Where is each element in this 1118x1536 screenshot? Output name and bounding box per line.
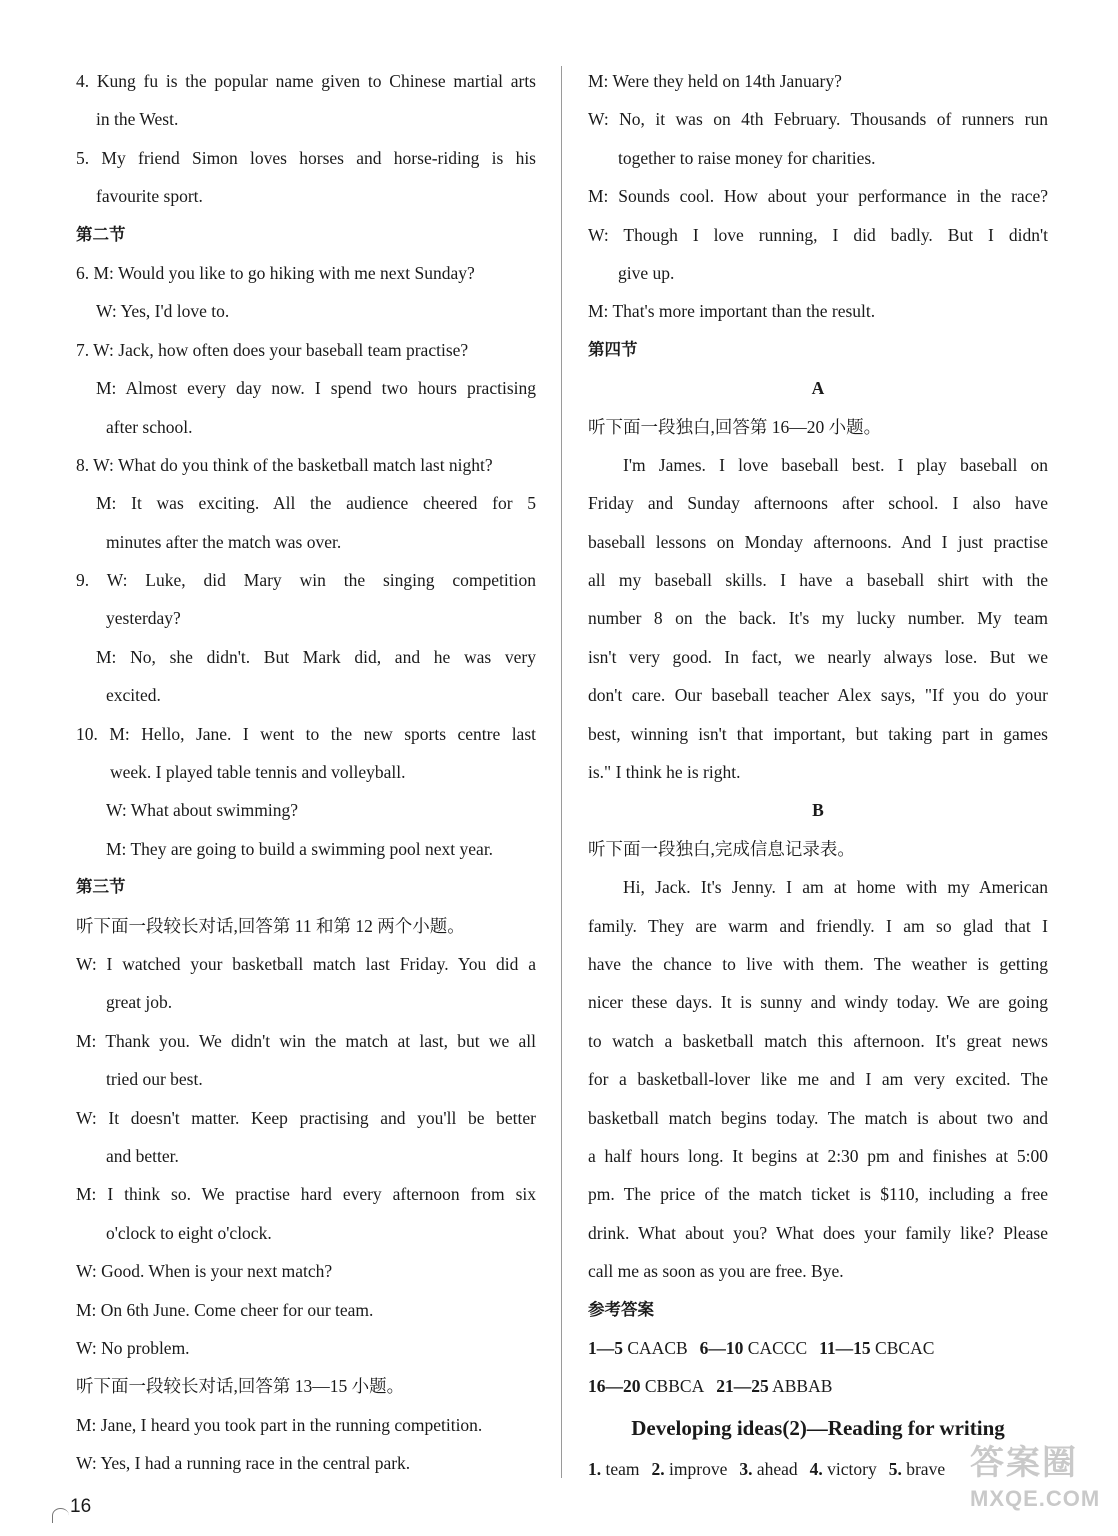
left-line: M: On 6th June. Come cheer for our team. [76,1299,374,1320]
answer-group [819,1338,934,1358]
vocab-item [889,1459,945,1479]
vocab-number: 2. [651,1458,665,1479]
answer-group [716,1376,832,1396]
left-line: yesterday? [106,608,181,629]
answer-letters: CBCAC [875,1337,935,1358]
right-line: have the chance to live with them. The weather is getting [588,953,1048,974]
left-line: excited. [106,685,161,706]
watermark-logo: 答案圈 [970,1444,1078,1482]
right-line: 参考答案 [588,1300,654,1319]
right-line: call me as soon as you are free. Bye. [588,1261,844,1282]
left-line: W: Yes, I had a running race in the central park. [76,1453,411,1474]
left-line: M: They are going to build a swimming pool next year. [106,838,494,859]
left-line: M: Thank you. We didn't win the match at last, but we all [76,1030,536,1051]
answer-range: 11—15 [819,1337,871,1358]
left-line: 7. W: Jack, how often does your baseball team practise? [76,339,469,360]
answer-range: 21—25 [716,1376,769,1397]
right-line: drink. What about you? What does your family like? Please [588,1222,1048,1243]
vocab-number: 5. [888,1458,902,1479]
left-line: week. I played table tennis and volleyball. [110,762,406,783]
left-line: 听下面一段较长对话,回答第 11 和第 12 两个小题。 [76,915,465,936]
right-line: number 8 on the back. It's my lucky number. My team [588,608,1048,629]
right-line: M: Sounds cool. How about your performance in the race? [588,186,1048,207]
vocab-number: 4. [809,1458,823,1479]
vocab-word: brave [906,1458,946,1479]
watermark-url: MXQE.COM [970,1486,1101,1511]
right-line: together to raise money for charities. [618,147,876,168]
answer-letters: ABBAB [772,1376,833,1397]
right-line: best, winning isn't that important, but taking part in games [588,723,1048,744]
answer-letters: CBBCA [644,1376,705,1397]
right-column-text [588,62,1048,1329]
vocab-item [739,1459,797,1479]
vocab-item [810,1459,877,1479]
column-divider [561,66,562,1478]
right-line: for a basketball-lover like me and I am very excited. The [588,1069,1048,1090]
right-line: nicer these days. It is sunny and windy today. We are going [588,992,1048,1013]
vocab-item [588,1459,640,1479]
section-title: Developing ideas(2)—Reading for writing [631,1415,1005,1440]
vocab-word: victory [827,1458,877,1479]
page-number: 16 [70,1496,92,1517]
answer-range: 1—5 [588,1337,623,1358]
answer-range: 16—20 [588,1376,641,1397]
right-line: isn't very good. In fact, we nearly always lose. But we [588,646,1048,667]
vocab-number: 1. [588,1458,602,1479]
right-line: M: Were they held on 14th January? [588,71,842,91]
left-line: 9. W: Luke, did Mary win the singing competition [76,570,536,591]
answer-group [588,1338,688,1358]
left-line: 10. M: Hello, Jane. I went to the new sports centre last [76,723,536,744]
left-line: o'clock to eight o'clock. [106,1222,272,1243]
right-line: to watch a basketball match this afternoon. It's great news [588,1030,1048,1051]
left-line: M: No, she didn't. But Mark did, and he was very [96,646,536,667]
answer-group [588,1376,704,1396]
right-line: B [812,800,824,821]
left-line: W: I watched your basketball match last Friday. You did a [76,953,536,974]
left-line: 6. M: Would you like to go hiking with me next Sunday? [76,262,475,283]
left-line: W: Yes, I'd love to. [96,301,230,322]
left-line: M: Jane, I heard you took part in the running competition. [76,1414,483,1435]
left-line: tried our best. [106,1069,203,1090]
left-line: in the West. [96,109,179,130]
right-line: 听下面一段独白,回答第 16—20 小题。 [588,416,882,437]
left-line: 第三节 [76,878,126,897]
watermark [970,1440,1110,1532]
right-line: give up. [618,262,675,283]
right-line: a half hours long. It begins at 2:30 pm and finishes at 5:00 [588,1145,1048,1166]
right-line: family. They are warm and friendly. I am so glad that I [588,915,1048,936]
left-line: 听下面一段较长对话,回答第 13—15 小题。 [76,1376,405,1397]
right-line: 听下面一段独白,完成信息记录表。 [588,838,855,859]
vocab-word: improve [669,1458,728,1479]
left-line: 4. Kung fu is the popular name given to Chinese martial arts [76,71,536,91]
vocab-item [652,1459,728,1479]
page-leaf-icon [52,1508,69,1523]
left-line: W: Good. When is your next match? [76,1261,333,1282]
vocab-number: 3. [739,1458,753,1479]
right-line: basketball match begins today. The match is about two and [588,1107,1048,1128]
left-line: 8. W: What do you think of the basketball match last night? [76,454,493,475]
vocab-word: team [605,1458,640,1479]
right-line: A [811,378,825,399]
right-line: W: No, it was on 4th February. Thousands of runners run [588,109,1048,130]
right-line: pm. The price of the match ticket is $110, including a free [588,1184,1048,1205]
right-column [588,62,1048,1488]
right-line: Friday and Sunday afternoons after school. I also have [588,493,1048,514]
answer-key [588,1329,1048,1406]
vocab-word: ahead [756,1458,798,1479]
left-line: W: What about swimming? [106,800,298,821]
left-column [76,62,536,1482]
right-line: all my baseball skills. I have a baseball shirt with the [588,570,1048,591]
answer-range: 6—10 [699,1337,744,1358]
answer-row [588,1329,1048,1367]
left-line: W: It doesn't matter. Keep practising and you'll be better [76,1107,536,1128]
answer-letters: CAACB [627,1337,688,1358]
left-line: after school. [106,416,193,437]
right-line: 第四节 [588,340,638,359]
left-line: great job. [106,992,173,1013]
right-line: I'm James. I love baseball best. I play baseball on [623,454,1048,475]
right-line: Hi, Jack. It's Jenny. I am at home with my American [623,877,1048,898]
left-line: M: Almost every day now. I spend two hours practising [96,378,536,399]
left-line: 第二节 [76,225,126,244]
answer-row [588,1367,1048,1405]
right-line: baseball lessons on Monday afternoons. And I just practise [588,531,1048,552]
left-line: M: I think so. We practise hard every afternoon from six [76,1184,536,1205]
left-line: 5. My friend Simon loves horses and horse-riding is his [76,147,536,168]
left-line: M: It was exciting. All the audience cheered for 5 [96,493,536,514]
right-line: don't care. Our baseball teacher Alex says, "If you do your [588,685,1048,706]
answer-group [700,1338,807,1358]
left-line: favourite sport. [96,186,203,207]
left-line: minutes after the match was over. [106,531,342,552]
left-line: and better. [106,1145,179,1166]
right-line: is." I think he is right. [588,762,741,783]
answer-letters: CACCC [747,1337,808,1358]
left-line: W: No problem. [76,1337,190,1358]
right-line: M: That's more important than the result. [588,301,876,322]
right-line: W: Though I love running, I did badly. But I didn't [588,224,1048,245]
